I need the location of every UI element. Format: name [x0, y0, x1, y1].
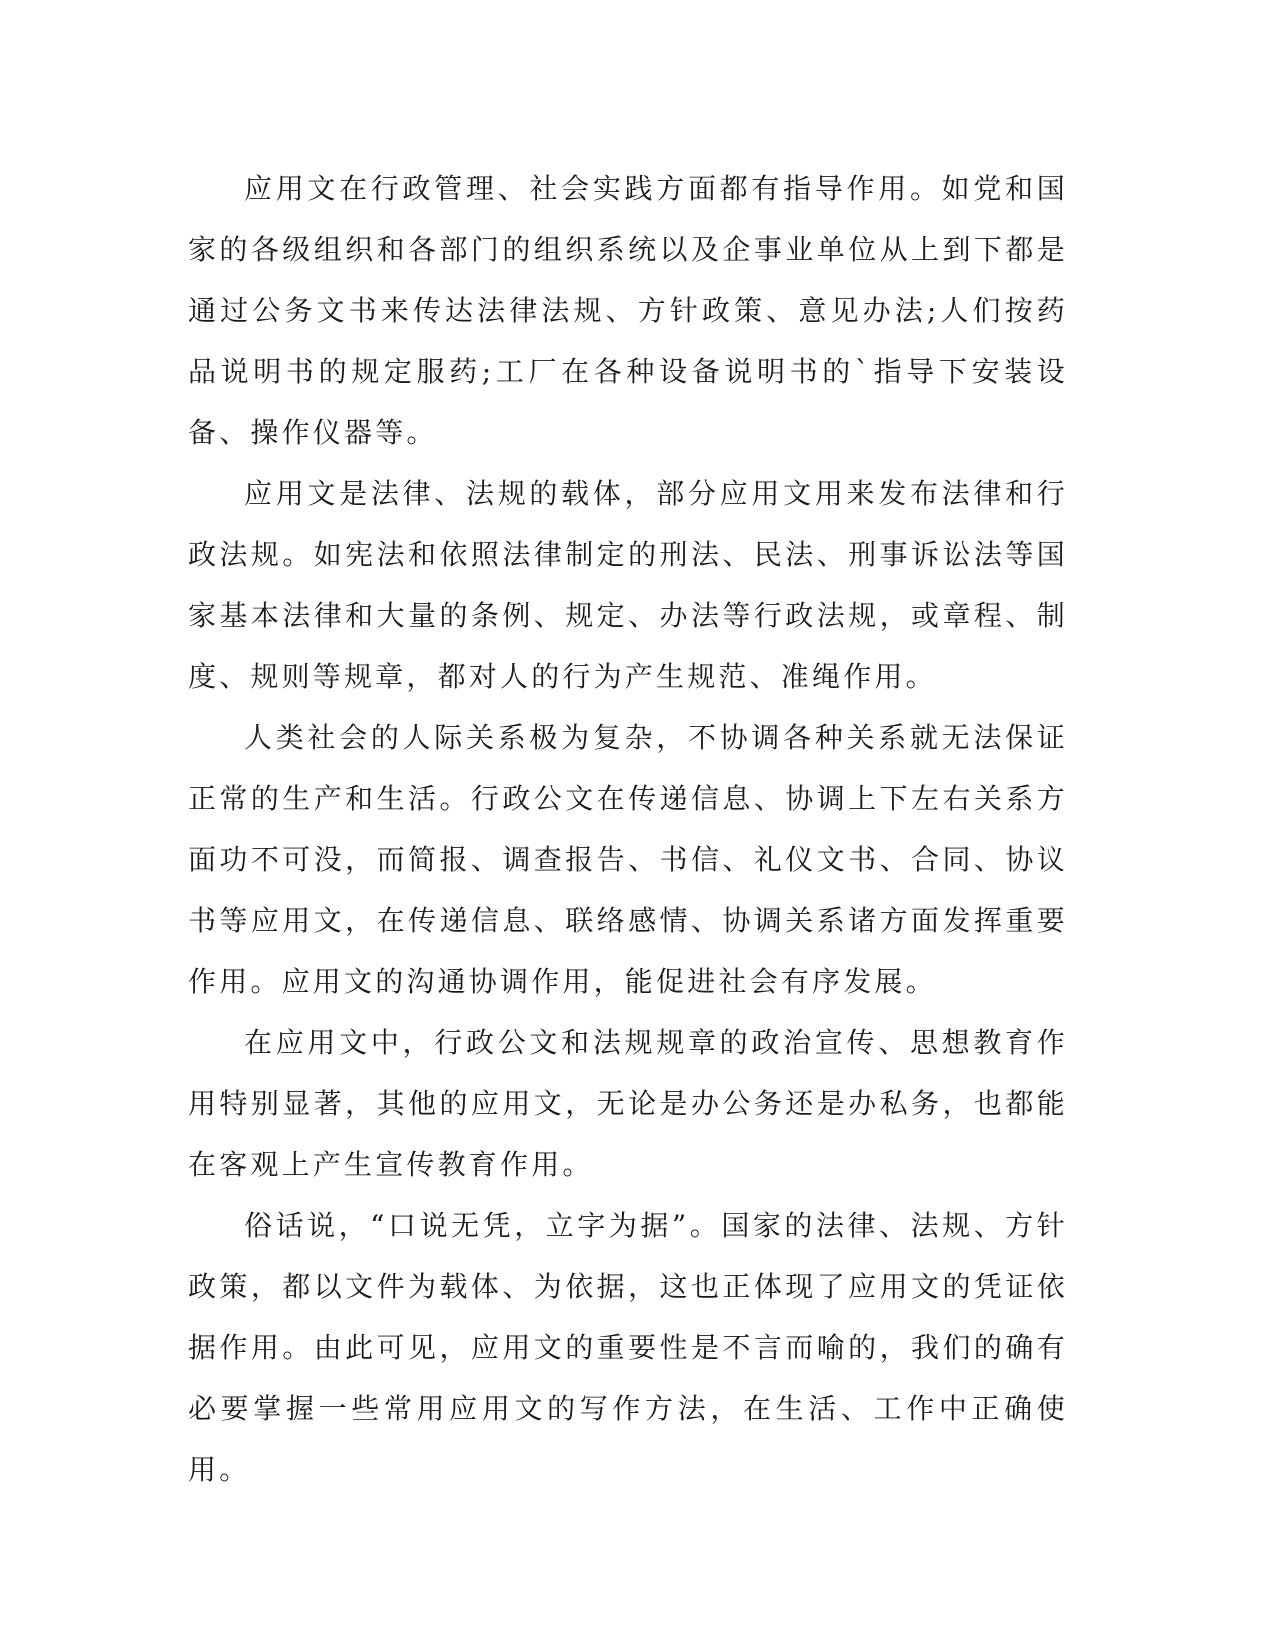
document-body — [188, 158, 1068, 1500]
paragraph-legal-carrier: 应用文是法律、法规的载体，部分应用文用来发布法律和行政法规。如宪法和依照法律制定的刑法、民法、刑事诉讼法等国家基本法律和大量的条例、规定、办法等行政法规，或章程、制度、规则等规章，都对人的行为产生规范、准绳作用。 — [188, 477, 1068, 693]
paragraph-coordination-role: 人类社会的人际关系极为复杂，不协调各种关系就无法保证正常的生产和生活。行政公文在传递信息、协调上下左右关系方面功不可没，而简报、调查报告、书信、礼仪文书、合同、协议书等应用文，在传递信息、联络感情、协调关系诸方面发挥重要作用。应用文的沟通协调作用，能促进社会有序发展。 — [188, 721, 1068, 998]
paragraph-evidence-role: 俗话说，“口说无凭，立字为据”。国家的法律、法规、方针政策，都以文件为载体、为依据，这也正体现了应用文的凭证依据作用。由此可见，应用文的重要性是不言而喻的，我们的确有必要掌握一些常用应用文的写作方法，在生活、工作中正确使用。 — [188, 1209, 1068, 1486]
paragraph-guidance-role: 应用文在行政管理、社会实践方面都有指导作用。如党和国家的各级组织和各部门的组织系统以及企事业单位从上到下都是通过公务文书来传达法律法规、方针政策、意见办法;人们按药品说明书的规定服药;工厂在各种设备说明书的`指导下安装设备、操作仪器等。 — [188, 172, 1068, 449]
paragraph-education-role: 在应用文中，行政公文和法规规章的政治宣传、思想教育作用特别显著，其他的应用文，无论是办公务还是办私务，也都能在客观上产生宣传教育作用。 — [188, 1026, 1068, 1181]
